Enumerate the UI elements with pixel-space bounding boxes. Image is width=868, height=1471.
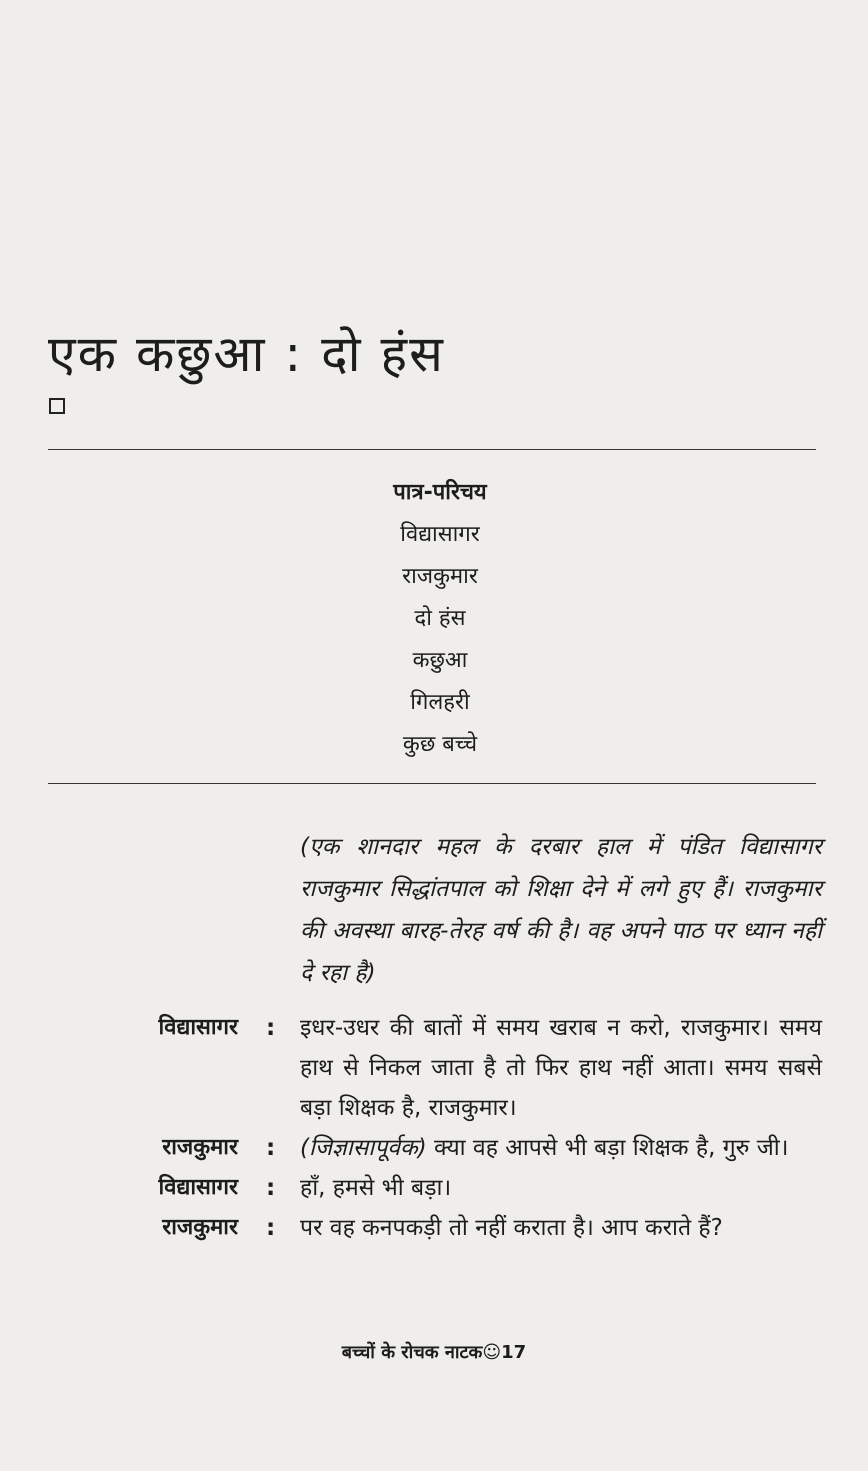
speaker-name: विद्यासागर xyxy=(158,1015,238,1040)
speech-content: पर वह कनपकड़ी तो नहीं कराता है। आप कराते हैं? xyxy=(300,1215,723,1241)
colon-separator: : xyxy=(266,1215,276,1241)
cast-member: कछुआ xyxy=(412,648,468,673)
speaker-name: राजकुमार xyxy=(162,1215,238,1240)
cast-member: दो हंस xyxy=(414,606,466,631)
speech-content: हाँ, हमसे भी बड़ा। xyxy=(300,1175,452,1201)
dialogue-line xyxy=(0,1128,868,1168)
page-number: 17 xyxy=(501,1342,527,1363)
page-footer xyxy=(0,1340,868,1364)
speaker-name: विद्यासागर xyxy=(158,1175,238,1200)
divider-bottom xyxy=(48,783,816,784)
smiley-icon: ☺ xyxy=(482,1342,502,1363)
speech-direction: (जिज्ञासापूर्वक) xyxy=(300,1135,427,1161)
speech-text xyxy=(300,1208,822,1248)
speech-text xyxy=(300,1008,822,1128)
divider-top xyxy=(48,449,816,450)
colon-separator: : xyxy=(266,1175,276,1201)
speech-content: क्या वह आपसे भी बड़ा शिक्षक है, गुरु जी। xyxy=(426,1135,789,1161)
checkbox-square-icon xyxy=(49,398,65,414)
speech-text xyxy=(300,1168,822,1208)
cast-list xyxy=(240,472,640,766)
cast-member: कुछ बच्चे xyxy=(402,732,478,757)
speech-text xyxy=(300,1128,822,1168)
cast-heading: पात्र-परिचय xyxy=(393,480,487,505)
play-title: एक कछुआ : दो हंस xyxy=(48,325,445,383)
dialogue-line xyxy=(0,1208,868,1248)
dialogue-line xyxy=(0,1168,868,1208)
dialogue-block xyxy=(0,1008,868,1248)
speaker-name: राजकुमार xyxy=(162,1135,238,1160)
dialogue-line xyxy=(0,1008,868,1128)
cast-member: राजकुमार xyxy=(402,564,478,589)
colon-separator: : xyxy=(266,1135,276,1161)
colon-separator: : xyxy=(266,1015,276,1041)
stage-direction: (एक शानदार महल के दरबार हाल में पंडित विद्यासागर राजकुमार सिद्धांतपाल को शिक्षा देने में लगे हुए हैं। राजकुमार की अवस्था बारह-तेरह वर्ष की है। वह अपने पाठ पर ध्यान नहीं दे रहा है) xyxy=(300,834,822,986)
cast-member: विद्यासागर xyxy=(400,522,480,547)
speech-content: इधर-उधर की बातों में समय खराब न करो, राजकुमार। समय हाथ से निकल जाता है तो फिर हाथ नहीं आता। समय सबसे बड़ा शिक्षक है, राजकुमार। xyxy=(300,1015,822,1121)
footer-book-title: बच्चों के रोचक नाटक xyxy=(341,1342,483,1363)
cast-member: गिलहरी xyxy=(410,690,470,715)
